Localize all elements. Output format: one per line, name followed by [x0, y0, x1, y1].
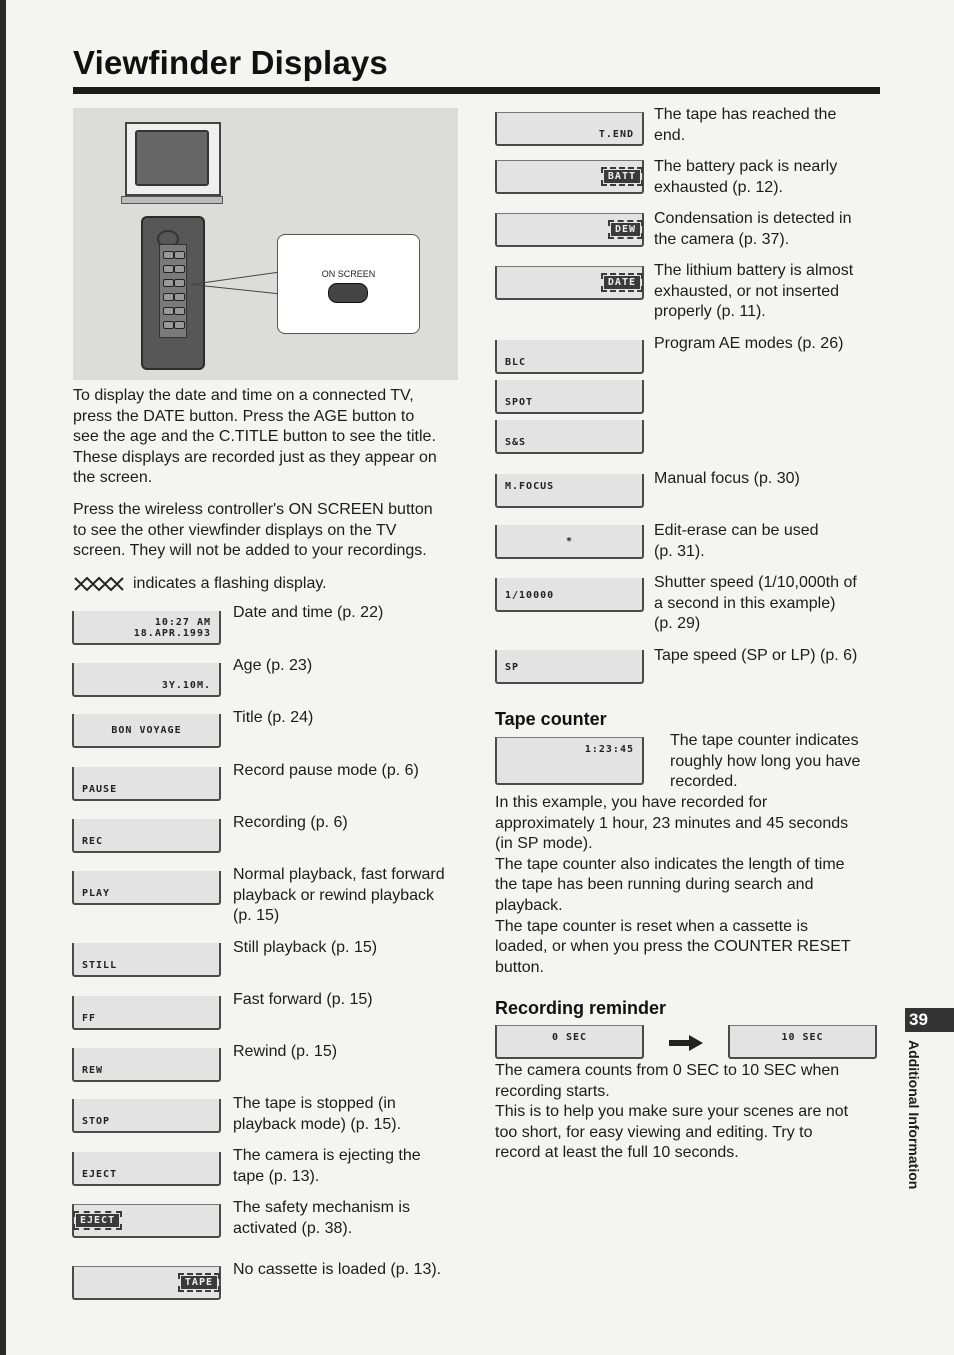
text-line: the screen.: [73, 469, 153, 487]
text-line: the tape has been running during search and: [495, 876, 814, 894]
display-description: [233, 990, 373, 1011]
flashing-legend-text: indicates a flashing display.: [133, 575, 327, 592]
viewfinder-display: [495, 266, 644, 300]
text-line: see the age and the C.TITLE button to see the title.: [73, 428, 436, 446]
text-line: Fast forward (p. 15): [233, 991, 373, 1008]
viewfinder-display: [72, 1048, 221, 1082]
text-line: The safety mechanism is: [233, 1199, 410, 1216]
recording-reminder-heading: Recording reminder: [495, 998, 667, 1018]
viewfinder-display: [72, 714, 221, 748]
text-line: Still playback (p. 15): [233, 939, 378, 956]
display-indicator: S&S: [505, 437, 527, 448]
display-description: [654, 573, 857, 635]
viewfinder-display: [495, 525, 644, 559]
text-line: (in SP mode).: [495, 835, 593, 853]
text-line: recording starts.: [495, 1082, 610, 1100]
viewfinder-display: [495, 578, 644, 612]
text-line: This is to help you make sure your scenes are not: [495, 1103, 849, 1121]
text-line: playback.: [495, 896, 563, 914]
text-line: exhausted (p. 12).: [654, 178, 783, 196]
text-line: The tape counter also indicates the length of time: [495, 855, 845, 873]
viewfinder-display: [495, 650, 644, 684]
viewfinder-display: [72, 1099, 221, 1133]
text-line: The battery pack is nearly: [654, 158, 838, 175]
display-description: [654, 105, 836, 146]
text-line: Recording (p. 6): [233, 814, 348, 831]
text-line: Title (p. 24): [233, 709, 314, 726]
viewfinder-display: [72, 996, 221, 1030]
tv-stand: [121, 196, 223, 204]
text-line: screen. They will not be added to your recordings.: [73, 542, 427, 560]
text-line: playback mode) (p. 15).: [233, 1115, 402, 1133]
text-line: The tape counter indicates: [670, 732, 859, 749]
text-line: Record pause mode (p. 6): [233, 762, 419, 779]
viewfinder-display: [72, 1266, 221, 1300]
tape-counter-value: 1:23:45: [584, 744, 634, 755]
tape-counter-display: [495, 737, 644, 785]
text-line: The tape counter is reset when a cassette is: [495, 917, 809, 935]
text-line: Rewind (p. 15): [233, 1043, 338, 1060]
flashing-indicator: DATE: [604, 276, 640, 289]
text-line: record at least the full 10 seconds.: [495, 1144, 739, 1162]
display-indicator: *: [565, 536, 574, 547]
display-description: [654, 334, 843, 355]
display-description: [233, 656, 312, 677]
display-description: [654, 157, 837, 198]
display-description: [233, 1260, 441, 1281]
text-line: Manual focus (p. 30): [654, 470, 800, 487]
display-indicator: M.FOCUS: [505, 481, 555, 492]
tape-counter-body: [495, 793, 851, 978]
viewfinder-display: [495, 160, 644, 194]
text-line: Shutter speed (1/10,000th of: [654, 574, 857, 591]
text-line: The tape has reached the: [654, 106, 837, 123]
text-line: properly (p. 11).: [654, 303, 766, 321]
remote-control-icon: [141, 216, 205, 370]
text-line: exhausted, or not inserted: [654, 282, 840, 300]
page-number-tab: 39: [905, 1008, 954, 1032]
display-description: [233, 1094, 401, 1135]
text-line: tape (p. 13).: [233, 1167, 320, 1185]
text-line: playback or rewind playback: [233, 886, 434, 904]
text-line: No cassette is loaded (p. 13).: [233, 1261, 442, 1278]
viewfinder-display: [72, 871, 221, 905]
text-line: button.: [495, 958, 544, 976]
on-screen-button-icon: [328, 283, 368, 303]
display-indicator: 1/10000: [505, 590, 555, 601]
display-indicator: REC: [82, 836, 104, 847]
display-description: [654, 521, 819, 562]
text-line: roughly how long you have: [670, 752, 861, 770]
display-indicator: PLAY: [82, 888, 111, 899]
text-line: activated (p. 38).: [233, 1219, 353, 1237]
text-line: The tape is stopped (in: [233, 1095, 396, 1112]
text-line: approximately 1 hour, 23 minutes and 45 seconds: [495, 814, 849, 832]
display-indicator: 3Y.10M.: [161, 680, 211, 691]
display-indicator: FF: [82, 1013, 97, 1024]
display-description: [233, 1146, 421, 1187]
text-line: (p. 31).: [654, 542, 705, 560]
page-title: Viewfinder Displays: [73, 44, 388, 81]
flashing-indicator: EJECT: [76, 1214, 119, 1227]
display-indicator: STOP: [82, 1116, 111, 1127]
text-line: end.: [654, 126, 686, 144]
viewfinder-display: [495, 112, 644, 146]
display-indicator: BON VOYAGE: [111, 725, 182, 736]
display-indicator: REW: [82, 1065, 104, 1076]
viewfinder-display: [72, 611, 221, 645]
display-indicator: SP: [505, 662, 520, 673]
viewfinder-display: [72, 767, 221, 801]
text-line: Press the wireless controller's ON SCREEN button: [73, 501, 433, 518]
text-line: recorded.: [670, 773, 738, 791]
text-line: Normal playback, fast forward: [233, 866, 445, 883]
flashing-indicator: BATT: [604, 170, 640, 183]
page-binding-edge: [0, 0, 6, 1355]
text-line: too short, for easy viewing and editing. Try to: [495, 1123, 813, 1141]
display-description: [233, 813, 348, 834]
text-line: The camera counts from 0 SEC to 10 SEC when: [495, 1062, 840, 1079]
display-description: [233, 761, 419, 782]
viewfinder-display: [495, 420, 644, 454]
on-screen-label: ON SCREEN: [321, 269, 376, 279]
display-indicator: T.END: [598, 129, 634, 140]
viewfinder-display: [495, 380, 644, 414]
text-line: The camera is ejecting the: [233, 1147, 421, 1164]
text-line: Date and time (p. 22): [233, 604, 384, 621]
text-line: (p. 15): [233, 907, 280, 925]
section-side-label: [902, 1040, 922, 1200]
text-line: The lithium battery is almost: [654, 262, 854, 279]
display-description: [233, 1198, 410, 1239]
viewfinder-display: [495, 474, 644, 508]
display-description: [654, 261, 853, 323]
reminder-start-value: 0 SEC: [551, 1032, 588, 1043]
text-line: (p. 29): [654, 615, 701, 633]
text-line: Program AE modes (p. 26): [654, 335, 844, 352]
tv-icon: [125, 122, 221, 196]
text-line: Age (p. 23): [233, 657, 313, 674]
remote-tv-illustration: [73, 108, 458, 380]
display-description: [233, 708, 313, 729]
tape-counter-description: [670, 731, 860, 793]
text-line: loaded, or when you press the COUNTER RESET: [495, 938, 851, 956]
flashing-indicator: TAPE: [181, 1276, 217, 1289]
viewfinder-display: [72, 663, 221, 697]
display-indicator: BLC: [505, 357, 527, 368]
display-indicator: EJECT: [82, 1169, 118, 1180]
title-rule: [73, 87, 880, 94]
viewfinder-display: [72, 1204, 221, 1238]
text-line: press the DATE button. Press the AGE button to: [73, 407, 415, 425]
display-indicator: STILL: [82, 960, 118, 971]
reminder-end-display: [728, 1025, 877, 1059]
text-line: To display the date and time on a connected TV,: [73, 387, 414, 404]
text-line: Condensation is detected in: [654, 210, 852, 227]
viewfinder-display: [72, 1152, 221, 1186]
flashing-legend: [73, 572, 327, 596]
text-line: a second in this example): [654, 594, 836, 612]
display-description: [233, 603, 383, 624]
tape-counter-heading: Tape counter: [495, 709, 607, 729]
reminder-end-value: 10 SEC: [781, 1032, 824, 1043]
intro-paragraph-2: [73, 500, 433, 562]
display-indicator: PAUSE: [82, 784, 118, 795]
display-description: [233, 1042, 337, 1063]
viewfinder-display: [72, 819, 221, 853]
viewfinder-display: [72, 943, 221, 977]
display-description: [233, 938, 377, 959]
right-arrow-icon: [669, 1035, 703, 1051]
text-line: In this example, you have recorded for: [495, 794, 768, 811]
text-line: to see the other viewfinder displays on the TV: [73, 521, 397, 539]
text-line: Tape speed (SP or LP) (p. 6): [654, 647, 858, 664]
flashing-display-icon: [73, 573, 127, 595]
display-description: [233, 865, 445, 927]
display-description: [654, 646, 857, 667]
on-screen-callout: [277, 234, 420, 334]
display-description: [654, 469, 800, 490]
viewfinder-display: [495, 340, 644, 374]
section-label-text: Additional Information: [906, 1040, 922, 1190]
text-line: Edit-erase can be used: [654, 522, 819, 539]
text-line: These displays are recorded just as they appear on: [73, 448, 437, 466]
display-indicator: SPOT: [505, 397, 534, 408]
display-description: [654, 209, 851, 250]
intro-paragraph-1: [73, 386, 437, 489]
flashing-indicator: DEW: [611, 223, 640, 236]
viewfinder-display: [495, 213, 644, 247]
display-indicator: 10:27 AM 18.APR.1993: [133, 617, 211, 639]
reminder-start-display: [495, 1025, 644, 1059]
recording-reminder-body: [495, 1061, 848, 1164]
text-line: the camera (p. 37).: [654, 230, 790, 248]
